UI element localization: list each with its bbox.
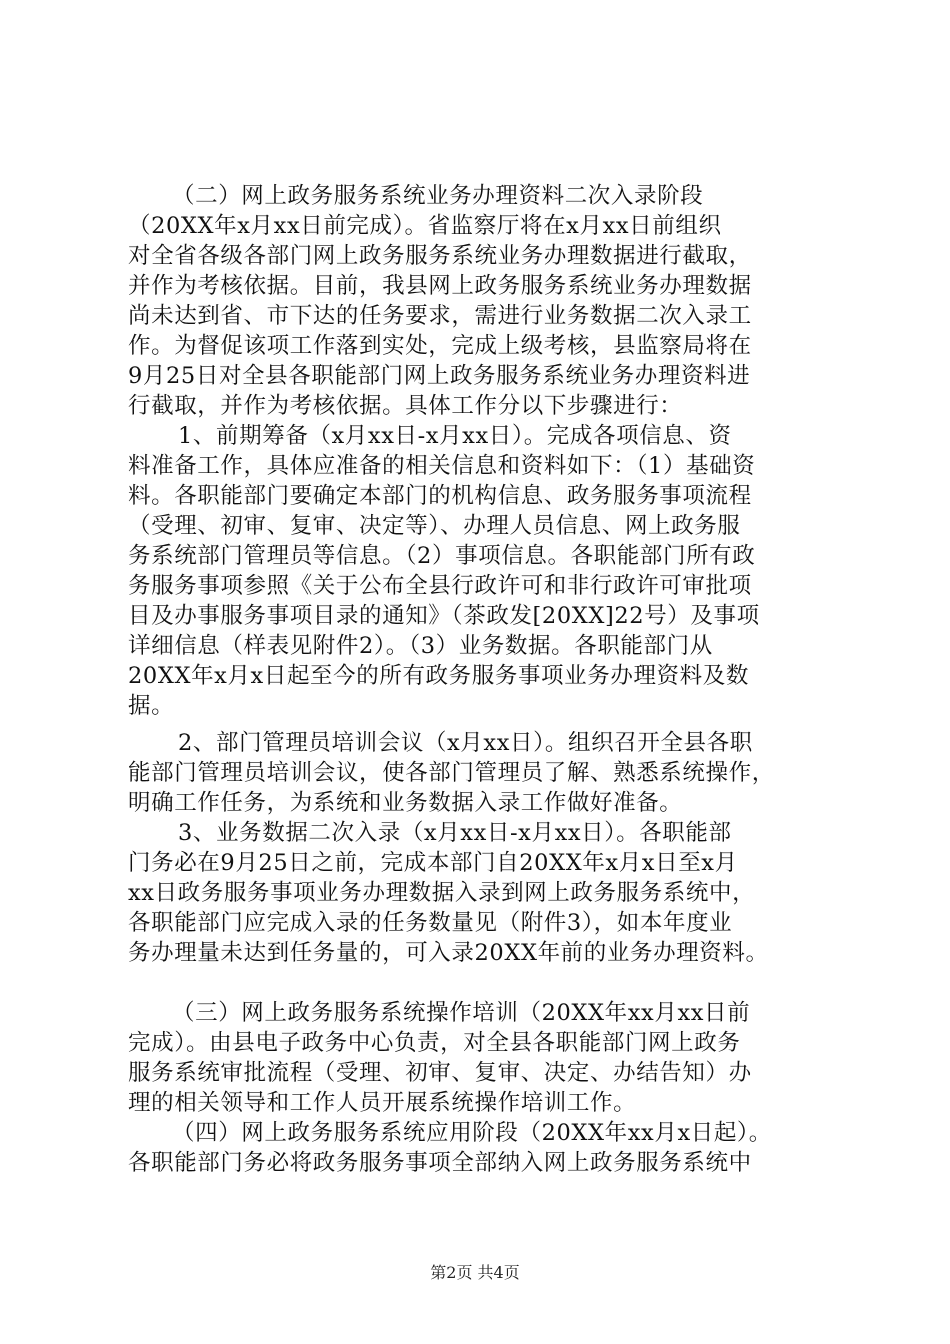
text-line: 能部门管理员培训会议，使各部门管理员了解、熟悉系统操作， bbox=[128, 760, 775, 786]
text-line: 各职能部门务必将政务服务事项全部纳入网上政务服务系统中 bbox=[128, 1150, 752, 1176]
text-line: 详细信息（样表见附件2）。（3）业务数据。各职能部门从 bbox=[128, 633, 713, 659]
text-line: 作。为督促该项工作落到实处，完成上级考核，县监察局将在 bbox=[128, 333, 752, 359]
text-line: 完成）。由县电子政务中心负责，对全县各职能部门网上政务 bbox=[128, 1030, 741, 1056]
text-line: 门务必在9月25日之前，完成本部门自20XX年x月x日至x月 bbox=[128, 850, 738, 876]
text-line: 1、前期筹备（x月xx日-x月xx日）。完成各项信息、资 bbox=[178, 423, 732, 449]
text-line: 行截取，并作为考核依据。具体工作分以下步骤进行： bbox=[128, 393, 683, 419]
text-line: （二）网上政务服务系统业务办理资料二次入录阶段 bbox=[172, 183, 704, 209]
text-line: 料准备工作，具体应准备的相关信息和资料如下：（1）基础资 bbox=[128, 453, 756, 479]
text-line: 据。 bbox=[128, 693, 175, 719]
text-line: 3、业务数据二次入录（x月xx日-x月xx日）。各职能部 bbox=[178, 820, 732, 846]
text-line: 20XX年x月x日起至今的所有政务服务事项业务办理资料及数 bbox=[128, 663, 749, 689]
text-line: 理的相关领导和工作人员开展系统操作培训工作。 bbox=[128, 1090, 637, 1116]
text-line: 对全省各级各部门网上政务服务系统业务办理数据进行截取， bbox=[128, 243, 752, 269]
text-line: xx日政务服务事项业务办理数据入录到网上政务服务系统中， bbox=[128, 880, 756, 906]
text-line: 目及办事服务事项目录的通知》（茶政发[20XX]22号）及事项 bbox=[128, 603, 760, 629]
text-line: （20XX年x月xx日前完成）。省监察厅将在x月xx日前组织 bbox=[128, 213, 722, 239]
text-line: 各职能部门应完成入录的任务数量见（附件3），如本年度业 bbox=[128, 910, 733, 936]
text-line: 并作为考核依据。目前，我县网上政务服务系统业务办理数据 bbox=[128, 273, 752, 299]
text-line: 明确工作任务，为系统和业务数据入录工作做好准备。 bbox=[128, 790, 683, 816]
text-line: 9月25日对全县各职能部门网上政务服务系统业务办理资料进 bbox=[128, 363, 751, 389]
text-line: （四）网上政务服务系统应用阶段（20XX年xx月x日起）。 bbox=[172, 1120, 772, 1146]
page-number-footer: 第2页 共4页 bbox=[430, 1263, 520, 1282]
text-line: （三）网上政务服务系统操作培训（20XX年xx月xx日前 bbox=[172, 1000, 751, 1026]
text-line: （受理、初审、复审、决定等）、办理人员信息、网上政务服 bbox=[128, 513, 741, 539]
text-line: 务系统部门管理员等信息。（2）事项信息。各职能部门所有政 bbox=[128, 543, 756, 569]
text-line: 务办理量未达到任务量的，可入录20XX年前的业务办理资料。 bbox=[128, 940, 769, 966]
text-line: 服务系统审批流程（受理、初审、复审、决定、办结告知）办 bbox=[128, 1060, 752, 1086]
text-line: 料。各职能部门要确定本部门的机构信息、政务服务事项流程 bbox=[128, 483, 752, 509]
text-line: 尚未达到省、市下达的任务要求，需进行业务数据二次入录工 bbox=[128, 303, 752, 329]
text-line: 务服务事项参照《关于公布全县行政许可和非行政许可审批项 bbox=[128, 573, 752, 599]
text-line: 2、部门管理员培训会议（x月xx日）。组织召开全县各职 bbox=[178, 730, 753, 756]
